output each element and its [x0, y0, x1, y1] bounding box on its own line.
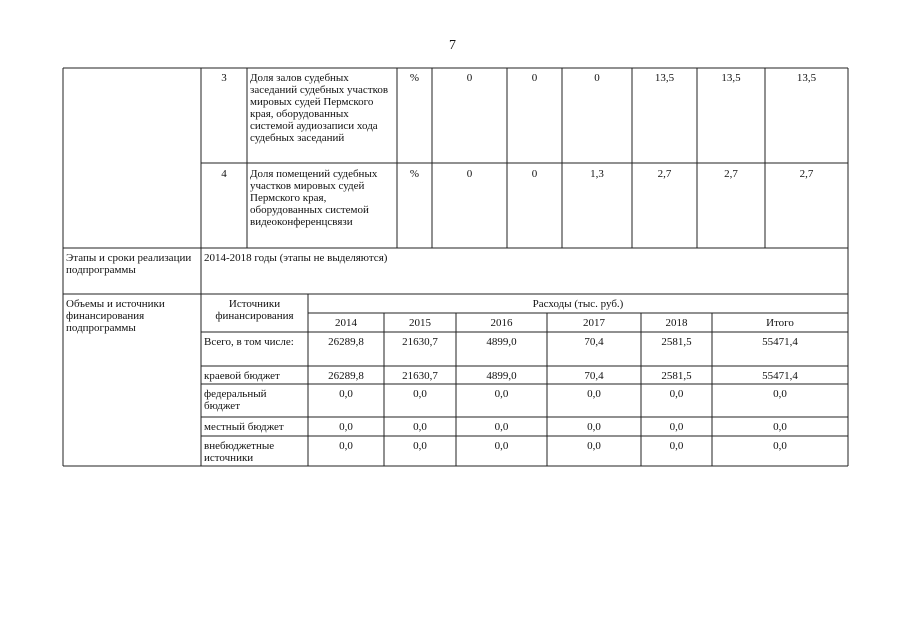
funding-total: 55471,4 — [762, 336, 798, 348]
funding-value: 26289,8 — [328, 370, 364, 382]
indicator-value: 0 — [466, 168, 473, 180]
year-header: 2016 — [490, 317, 513, 329]
indicator-name: Доля залов судебных заседаний судебных участков мировых судей Пермского края, оборудованных системой аудиозаписи хода судебных заседаний — [250, 72, 389, 144]
funding-value: 0,0 — [669, 421, 684, 433]
indicator-value: 1,3 — [590, 168, 604, 180]
funding-total: 0,0 — [773, 421, 787, 433]
funding-source: местный бюджет — [204, 421, 284, 433]
total-header: Итого — [766, 317, 794, 329]
page-number: 7 — [449, 38, 456, 53]
funding-value: 0,0 — [587, 388, 601, 400]
indicator-value: 0 — [466, 72, 473, 84]
funding-label: Объемы и источники финансирования подпрограммы — [66, 298, 165, 334]
indicator-number: 3 — [221, 72, 227, 84]
indicator-value: 0 — [531, 168, 538, 180]
funding-value: 0,0 — [494, 421, 509, 433]
funding-value: 0,0 — [413, 440, 427, 452]
funding-value: 2581,5 — [661, 370, 692, 382]
funding-value: 0,0 — [339, 421, 353, 433]
funding-value: 0,0 — [494, 388, 509, 400]
funding-value: 26289,8 — [328, 336, 364, 348]
stages-value: 2014-2018 годы (этапы не выделяются) — [204, 252, 388, 264]
funding-value: 2581,5 — [661, 336, 692, 348]
year-header: 2017 — [583, 317, 605, 329]
funding-value: 0,0 — [413, 388, 427, 400]
funding-value: 0,0 — [494, 440, 509, 452]
funding-value: 0,0 — [339, 388, 353, 400]
indicator-unit: % — [409, 168, 420, 180]
indicator-value: 2,7 — [724, 168, 738, 180]
indicator-name: Доля помещений судебных участков мировых судей Пермского края, оборудованных системой видеоконференцсвязи — [250, 168, 378, 228]
indicator-value: 13,5 — [796, 72, 817, 84]
funding-total: 0,0 — [773, 440, 787, 452]
funding-value: 0,0 — [669, 388, 684, 400]
funding-value: 0,0 — [669, 440, 684, 452]
indicator-unit: % — [409, 72, 420, 84]
funding-value: 0,0 — [339, 440, 353, 452]
sources-header: Источники финансирования — [215, 298, 294, 322]
funding-value: 70,4 — [584, 336, 604, 348]
funding-value: 4899,0 — [486, 336, 517, 348]
funding-total: 0,0 — [773, 388, 787, 400]
year-header: 2018 — [665, 317, 688, 329]
indicator-value: 0 — [594, 72, 600, 84]
funding-source: федеральный бюджет — [204, 388, 267, 412]
stages-label: Этапы и сроки реализации подпрограммы — [66, 252, 192, 276]
indicator-value: 2,7 — [799, 168, 814, 180]
year-header: 2015 — [409, 317, 431, 329]
indicator-value: 13,5 — [721, 72, 741, 84]
year-header: 2014 — [335, 317, 357, 329]
funding-value: 21630,7 — [402, 336, 438, 348]
indicator-value: 13,5 — [654, 72, 675, 84]
funding-value: 21630,7 — [402, 370, 438, 382]
funding-source: внебюджетные источники — [204, 440, 275, 464]
indicator-number: 4 — [221, 168, 227, 180]
funding-value: 0,0 — [587, 421, 601, 433]
funding-value: 70,4 — [584, 370, 604, 382]
funding-source: краевой бюджет — [204, 370, 280, 382]
expenses-header: Расходы (тыс. руб.) — [532, 298, 624, 310]
funding-value: 4899,0 — [486, 370, 517, 382]
funding-value: 0,0 — [587, 440, 601, 452]
indicator-value: 2,7 — [657, 168, 672, 180]
indicator-value: 0 — [531, 72, 538, 84]
funding-total: 55471,4 — [762, 370, 798, 382]
funding-source: Всего, в том числе: — [204, 336, 294, 348]
funding-value: 0,0 — [413, 421, 427, 433]
